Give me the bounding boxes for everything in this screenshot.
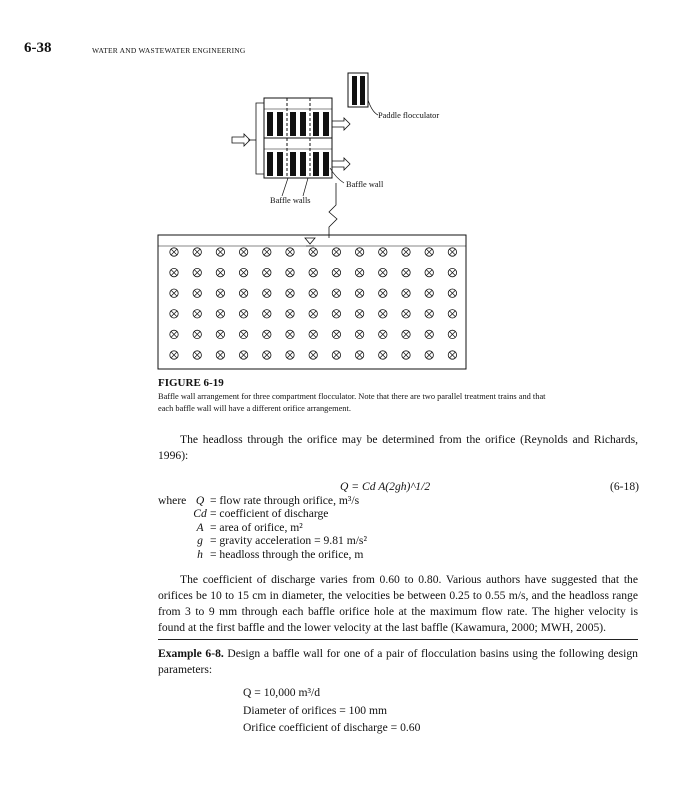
- orifice-symbol: [239, 289, 247, 297]
- orifice-symbol: [355, 310, 363, 318]
- orifice-symbol: [216, 268, 224, 276]
- orifice-symbol: [239, 351, 247, 359]
- orifice-symbol: [402, 248, 410, 256]
- orifice-symbol: [355, 330, 363, 338]
- orifice-symbol: [402, 289, 410, 297]
- orifice-symbol: [286, 268, 294, 276]
- orifice-symbol: [425, 248, 433, 256]
- orifice-symbol: [309, 351, 317, 359]
- orifice-symbol: [402, 310, 410, 318]
- orifice-symbol: [425, 289, 433, 297]
- water-level-symbol: [305, 238, 315, 244]
- orifice-symbol: [355, 248, 363, 256]
- definition-text: = flow rate through orifice, m³/s: [210, 494, 360, 507]
- orifice-symbol: [216, 289, 224, 297]
- orifice-symbol: [448, 268, 456, 276]
- orifice-symbol: [286, 351, 294, 359]
- orifice-symbol: [309, 248, 317, 256]
- figure-label: FIGURE 6-19: [158, 377, 224, 389]
- orifice-symbol: [216, 351, 224, 359]
- orifice-symbol: [170, 330, 178, 338]
- orifice-symbol: [193, 289, 201, 297]
- orifice-symbol: [193, 310, 201, 318]
- definition-text: = coefficient of discharge: [210, 507, 329, 521]
- orifice-symbol: [379, 248, 387, 256]
- orifice-symbol: [216, 330, 224, 338]
- paddle-flocculator-detail: [348, 73, 368, 107]
- definition-symbol: Cd: [193, 507, 207, 521]
- orifice-symbol: [193, 248, 201, 256]
- example-label: Example 6-8.: [158, 647, 224, 660]
- orifice-symbol: [379, 310, 387, 318]
- orifice-symbol: [170, 248, 178, 256]
- orifice-symbol: [170, 268, 178, 276]
- orifice-symbol: [332, 351, 340, 359]
- orifice-symbol: [286, 330, 294, 338]
- orifice-symbol: [402, 330, 410, 338]
- orifice-symbol: [448, 330, 456, 338]
- orifice-symbol: [402, 351, 410, 359]
- definition-text: = area of orifice, m²: [210, 520, 303, 534]
- orifice-symbol: [216, 248, 224, 256]
- definition-symbol: h: [197, 547, 203, 561]
- orifice-symbol: [170, 310, 178, 318]
- orifice-symbol: [355, 351, 363, 359]
- orifice-grid: [170, 248, 457, 359]
- definition-text: = gravity acceleration = 9.81 m/s²: [210, 534, 367, 548]
- orifice-symbol: [309, 268, 317, 276]
- orifice-symbol: [332, 310, 340, 318]
- orifice-symbol: [193, 268, 201, 276]
- orifice-symbol: [263, 268, 271, 276]
- paragraph-discharge-coefficient: The coefficient of discharge varies from 0.60 to 0.80. Various authors have suggested that the orifices be 10 to 15 cm in diameter, the velocities be between 0.25 to 0.55 m/s, and the headloss range from 3 to 9 mm through each baffle orifice hole at the maximum flow rate. The higher velocity is found at the first baffle and the lower velocity at the last baffle (Kawamura, 2000; MWH, 2005).: [158, 573, 638, 634]
- running-title: WATER AND WASTEWATER ENGINEERING: [92, 46, 246, 55]
- equation-6-18: [340, 480, 430, 493]
- flocculator-plan-view: [264, 98, 332, 178]
- baffle-wall-elevation: [158, 235, 466, 369]
- orifice-symbol: [263, 310, 271, 318]
- definition-symbol: A: [196, 520, 204, 534]
- orifice-symbol: [448, 248, 456, 256]
- where-word: where: [158, 494, 187, 507]
- orifice-symbol: [216, 310, 224, 318]
- label-baffle-wall: Baffle wall: [346, 180, 384, 189]
- design-parameters: [243, 684, 420, 737]
- orifice-symbol: [193, 330, 201, 338]
- orifice-symbol: [448, 310, 456, 318]
- orifice-symbol: [309, 289, 317, 297]
- paddles: [267, 112, 329, 176]
- equation-text: Q = Cd A(2gh)^1/2: [340, 480, 431, 493]
- orifice-symbol: [379, 330, 387, 338]
- definition-symbol: g: [197, 534, 203, 548]
- orifice-symbol: [170, 289, 178, 297]
- definition-text: = headloss through the orifice, m: [210, 547, 364, 561]
- orifice-symbol: [425, 351, 433, 359]
- orifice-symbol: [379, 268, 387, 276]
- parameter-line: Q = 10,000 m³/d: [243, 686, 321, 699]
- equation-number: (6-18): [610, 480, 639, 493]
- example-6-8: [158, 646, 638, 678]
- figure-caption: Baffle wall arrangement for three compartment flocculator. Note that there are two parallel treatment trains and that each baffle wall will have a different orifice arrangement.: [158, 392, 546, 413]
- example-text: Design a baffle wall for one of a pair of flocculation basins using the following design parameters:: [158, 647, 638, 676]
- orifice-symbol: [286, 310, 294, 318]
- orifice-symbol: [332, 330, 340, 338]
- orifice-symbol: [309, 310, 317, 318]
- orifice-symbol: [355, 289, 363, 297]
- label-paddle-flocculator: Paddle flocculator: [378, 111, 440, 120]
- orifice-symbol: [263, 351, 271, 359]
- orifice-symbol: [239, 248, 247, 256]
- orifice-symbol: [170, 351, 178, 359]
- orifice-symbol: [425, 268, 433, 276]
- orifice-symbol: [425, 310, 433, 318]
- orifice-symbol: [448, 351, 456, 359]
- orifice-symbol: [332, 289, 340, 297]
- orifice-symbol: [332, 248, 340, 256]
- definition-symbol: Q: [195, 494, 205, 507]
- orifice-symbol: [402, 268, 410, 276]
- orifice-symbol: [309, 330, 317, 338]
- orifice-symbol: [332, 268, 340, 276]
- orifice-symbol: [355, 268, 363, 276]
- orifice-symbol: [379, 289, 387, 297]
- parameter-line: Diameter of orifices = 100 mm: [243, 703, 388, 717]
- divider-rule: [158, 639, 638, 640]
- orifice-symbol: [263, 248, 271, 256]
- orifice-symbol: [239, 310, 247, 318]
- orifice-symbol: [286, 248, 294, 256]
- page-number: 6-38: [24, 40, 52, 56]
- orifice-symbol: [239, 330, 247, 338]
- paragraph-headloss-intro: The headloss through the orifice may be determined from the orifice (Reynolds and Richards, 1996):: [158, 433, 638, 462]
- label-baffle-walls: Baffle walls: [270, 196, 311, 205]
- orifice-symbol: [286, 289, 294, 297]
- orifice-symbol: [379, 351, 387, 359]
- orifice-symbol: [263, 289, 271, 297]
- orifice-symbol: [239, 268, 247, 276]
- orifice-symbol: [193, 351, 201, 359]
- orifice-symbol: [425, 330, 433, 338]
- orifice-symbol: [263, 330, 271, 338]
- orifice-symbol: [448, 289, 456, 297]
- parameter-line: Orifice coefficient of discharge = 0.60: [243, 721, 421, 734]
